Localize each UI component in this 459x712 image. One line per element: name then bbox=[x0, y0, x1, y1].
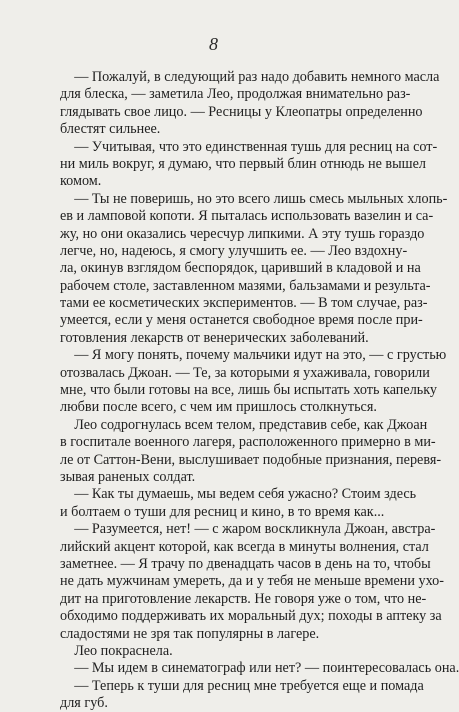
text-line: жу, но они оказались чересчур липкими. А эту тушь гораздо bbox=[60, 225, 425, 242]
body-text bbox=[60, 69, 459, 712]
text-line: Лео покраснела. bbox=[60, 642, 173, 659]
text-line: легче, но, надеюсь, я смогу улучшить ее. — Лео вздохну- bbox=[60, 242, 408, 259]
text-line: любви после всего, с чем им пришлось столкнуться. bbox=[60, 399, 377, 416]
text-line: глядывать свое лицо. — Ресницы у Клеопатры определенно bbox=[60, 103, 423, 120]
text-line: в госпитале военного лагеря, расположенного примерно в ми- bbox=[60, 434, 436, 451]
text-line: — Ты не поверишь, но это всего лишь смесь мыльных хлопь- bbox=[60, 190, 448, 207]
text-line: дит на приготовление лекарств. Не говоря уже о том, что не- bbox=[60, 590, 427, 607]
text-line: комом. bbox=[60, 173, 102, 190]
text-line: Лео содрогнулась всем телом, представив себе, как Джоан bbox=[60, 416, 428, 433]
text-line: готовления лекарств от венерических заболеваний. bbox=[60, 329, 369, 346]
text-line: — Учитывая, что это единственная тушь для ресниц на сот- bbox=[60, 138, 438, 155]
text-line: — Я могу понять, почему мальчики идут на это, — с грустью bbox=[60, 347, 447, 364]
text-line: и болтаем о туши для ресниц и кино, в то время как... bbox=[60, 503, 385, 520]
text-line: — Как ты думаешь, мы ведем себя ужасно? Стоим здесь bbox=[60, 486, 417, 503]
text-line: для блеска, — заметила Лео, продолжая внимательно раз- bbox=[60, 86, 411, 103]
text-line: зывая раненых солдат. bbox=[60, 468, 196, 485]
text-line: умеется, если у меня останется свободное время после при- bbox=[60, 312, 423, 329]
text-line: — Мы идем в синематограф или нет? — поинтересовалась она. bbox=[60, 660, 459, 677]
text-line: сладостями не зря так популярны в лагере. bbox=[60, 625, 320, 642]
text-line: лийский акцент которой, как всегда в минуты волнения, стал bbox=[60, 538, 429, 555]
text-line: — Теперь к туши для ресниц мне требуется еще и помада bbox=[60, 677, 424, 694]
text-line: заметнее. — Я трачу по двенадцать часов в день на то, чтобы bbox=[60, 555, 431, 572]
text-line: отозвалась Джоан. — Те, за которыми я ухаживала, говорили bbox=[60, 364, 430, 381]
text-line: мне, что были готовы на все, лишь бы испытать хоть капельку bbox=[60, 382, 438, 399]
text-line: ев и ламповой копоти. Я пыталась использовать вазелин и са- bbox=[60, 208, 434, 225]
text-line: для губ. bbox=[60, 695, 108, 712]
text-line: ла, окинув взглядом беспорядок, царивший в кладовой и на bbox=[60, 260, 421, 277]
text-line: ни миль вокруг, я думаю, что первый блин отнюдь не вышел bbox=[60, 155, 426, 172]
text-line: не дать мужчинам умереть, да и у тебя не меньше времени ухо- bbox=[60, 573, 444, 590]
text-line: — Пожалуй, в следующий раз надо добавить немного масла bbox=[60, 69, 440, 85]
text-line: обходимо поддерживать их моральный дух; походы в аптеку за bbox=[60, 608, 442, 625]
text-line: ле от Саттон-Вени, выслушивает подобные признания, перевя- bbox=[60, 451, 442, 468]
text-line: — Разумеется, нет! — с жаром воскликнула Джоан, австра- bbox=[60, 521, 436, 538]
text-line: блестят сильнее. bbox=[60, 121, 161, 138]
text-line: рабочем столе, заставленном мазями, бальзамами и результа- bbox=[60, 277, 431, 294]
page-number: 8 bbox=[209, 34, 218, 54]
text-line: тами ее косметических экспериментов. — В том случае, раз- bbox=[60, 295, 428, 312]
